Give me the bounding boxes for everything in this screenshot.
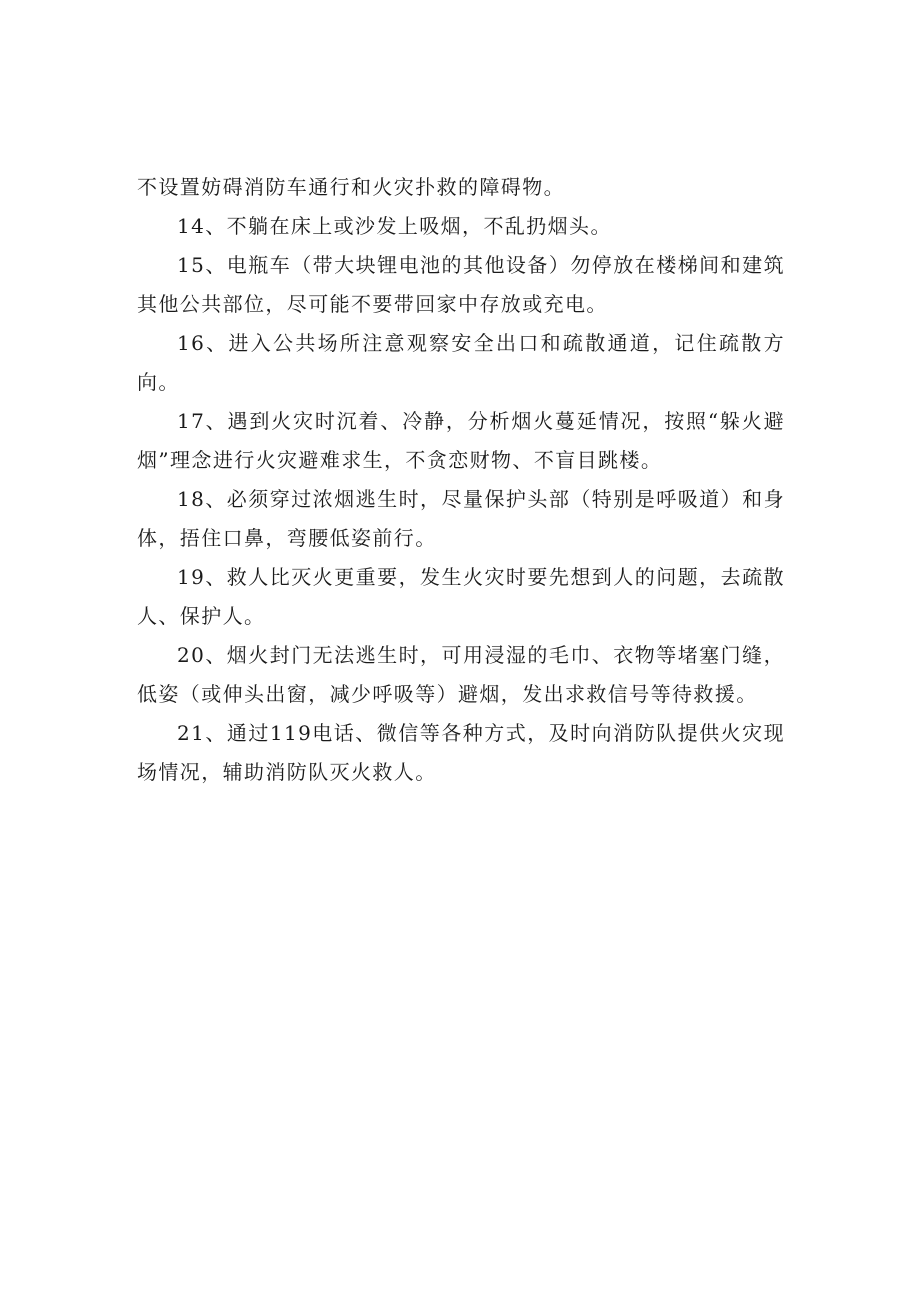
paragraph-item-18: 18、必须穿过浓烟逃生时，尽量保护头部（特别是呼吸道）和身体，捂住口鼻，弯腰低姿前行。 xyxy=(137,487,785,550)
paragraph-item-19: 19、救人比灭火更重要，发生火灾时要先想到人的问题，去疏散人、保护人。 xyxy=(137,565,785,628)
paragraph-item-20: 20、烟火封门无法逃生时，可用浸湿的毛巾、衣物等堵塞门缝，低姿（或伸头出窗，减少呼吸等）避烟，发出求救信号等待救援。 xyxy=(137,643,785,706)
paragraph-item-14: 14、不躺在床上或沙发上吸烟，不乱扔烟头。 xyxy=(177,214,612,238)
paragraph-item-15: 15、电瓶车（带大块锂电池的其他设备）勿停放在楼梯间和建筑其他公共部位，尽可能不要带回家中存放或充电。 xyxy=(137,253,785,316)
paragraph-continuation: 不设置妨碍消防车通行和火灾扑救的障碍物。 xyxy=(137,175,565,199)
paragraph-item-16: 16、进入公共场所注意观察安全出口和疏散通道，记住疏散方向。 xyxy=(137,331,785,394)
paragraph-item-17: 17、遇到火灾时沉着、冷静，分析烟火蔓延情况，按照“躲火避烟”理念进行火灾避难求生，不贪恋财物、不盲目跳楼。 xyxy=(137,409,785,472)
paragraph-item-21: 21、通过119电话、微信等各种方式，及时向消防队提供火灾现场情况，辅助消防队灭火救人。 xyxy=(137,721,785,784)
document-body xyxy=(137,168,785,792)
